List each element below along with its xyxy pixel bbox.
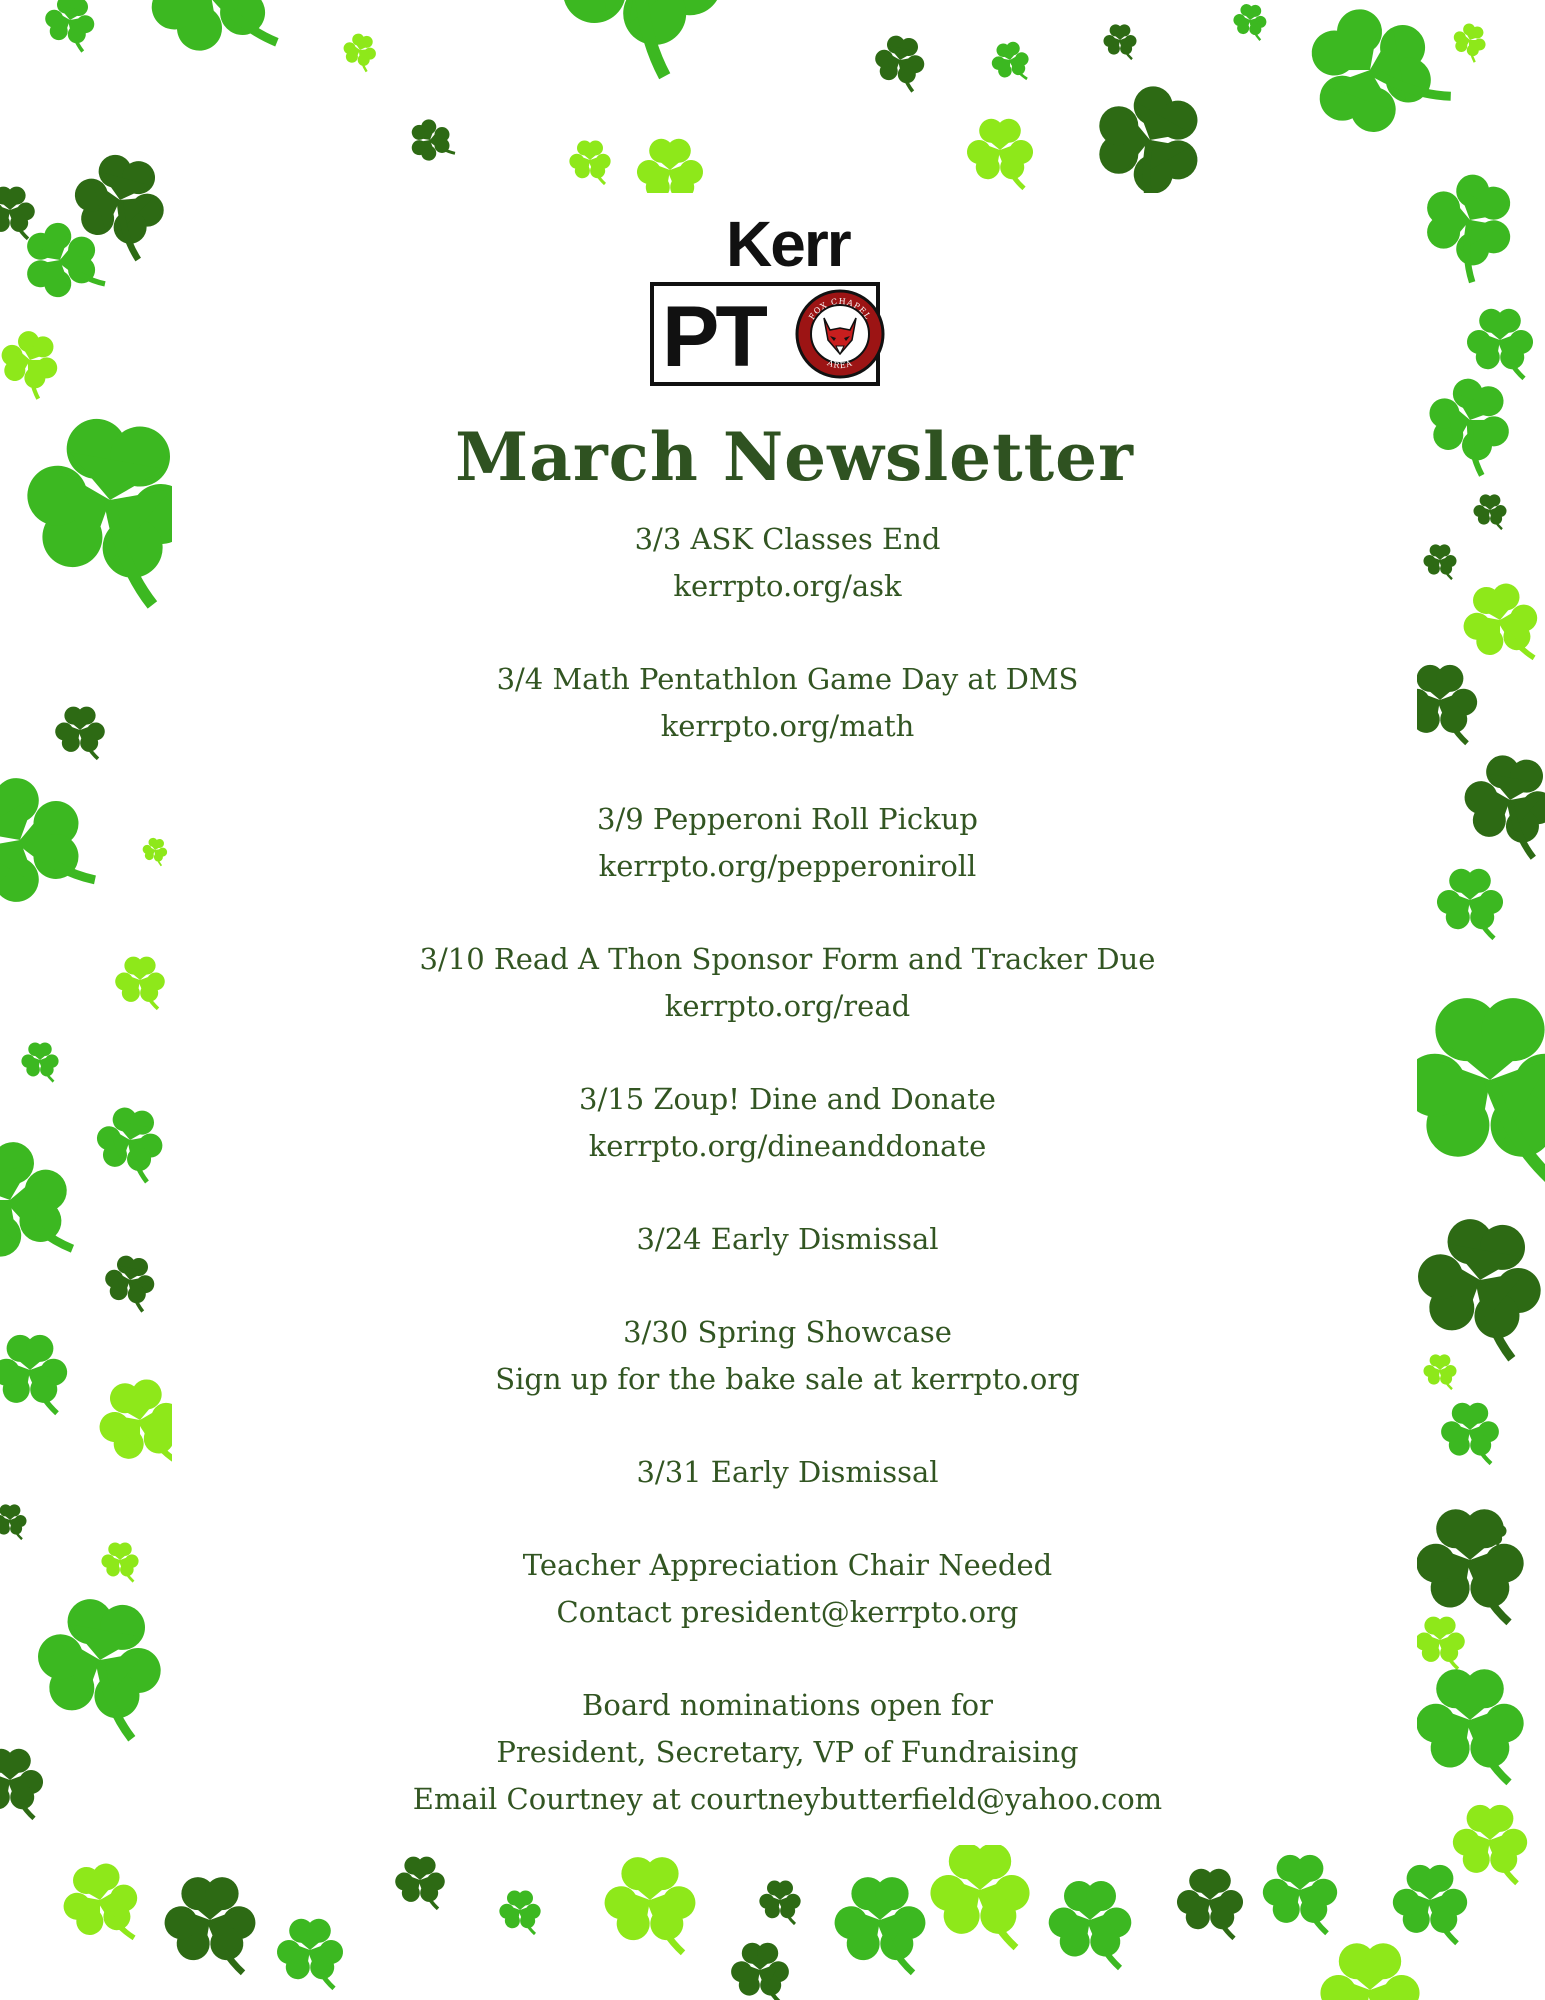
page-title: March Newsletter [455,418,1134,496]
shamrock-icon [86,1103,172,1185]
shamrock-icon [1421,1354,1458,1389]
event-detail: Sign up for the bake sale at kerrpto.org [495,1362,1080,1396]
shamrock-icon [400,111,462,172]
event-entry [300,1076,1275,1170]
shamrock-icon [497,1891,544,1935]
shamrock-icon [52,1858,149,1950]
event-heading: 3/4 Math Pentathlon Game Day at DMS [496,662,1079,696]
shamrock-icon [867,32,931,93]
shamrock-icon [273,1919,348,1989]
shamrock-icon [1043,1881,1137,1968]
shamrock-icon [0,1504,29,1539]
shamrock-icon [1471,494,1508,529]
shamrock-icon [1173,1869,1248,1939]
event-entry [300,656,1275,750]
shamrock-icon [52,707,108,759]
event-heading: 3/30 Spring Showcase [623,1315,952,1349]
shamrock-icon [0,323,70,403]
shamrock-icon [1388,1865,1472,1943]
event-heading: Board nominations open for [582,1688,993,1722]
event-detail: President, Secretary, VP of Fundraising [496,1735,1079,1769]
event-heading: 3/31 Early Dismissal [636,1455,939,1489]
shamrock-icon [0,1335,72,1413]
shamrock-icon [124,0,300,82]
badge-top-text: FOX CHAPEL [807,296,873,322]
event-detail: kerrpto.org/dineanddonate [588,1129,987,1163]
shamrock-icon [112,957,168,1009]
event-list [300,516,1275,1869]
event-entry [300,1542,1275,1636]
logo-kerr-text: Kerr [726,208,850,280]
event-entry [300,936,1275,1030]
shamrock-icon [1279,0,1470,170]
shamrock-icon [0,754,117,937]
event-detail: kerrpto.org/read [664,989,911,1023]
event-entry [300,1309,1275,1403]
shamrock-icon [1409,1669,1531,1782]
shamrock-icon [1450,749,1545,861]
shamrock-icon [1448,1805,1532,1883]
shamrock-icon [1101,24,1138,59]
event-detail: Contact president@kerrpto.org [556,1595,1019,1629]
event-detail: kerrpto.org/pepperoniroll [598,849,977,883]
logo-pt-text: PT [662,289,764,385]
shamrock-icon [599,1857,702,1953]
shamrock-icon [513,0,760,88]
event-heading: Teacher Appreciation Chair Needed [522,1548,1053,1582]
shamrock-icon [1433,869,1508,939]
event-entry [300,796,1275,890]
event-entry [300,1216,1275,1263]
event-detail: kerrpto.org/ask [673,569,902,603]
shamrock-icon [986,39,1034,85]
shamrock-icon [0,187,38,239]
event-entry [300,516,1275,610]
shamrock-icon [757,1881,804,1925]
shamrock-icon [727,1943,792,2000]
event-heading: 3/10 Read A Thon Sponsor Form and Tracker Due [419,942,1156,976]
shamrock-icon [1314,1943,1426,2000]
shamrock-icon [159,1877,262,1973]
shamrock-icon [1421,544,1458,579]
shamrock-icon [18,1590,179,1743]
shamrock-icon [99,1542,141,1581]
shamrock-icon [963,119,1038,189]
shamrock-icon [1463,309,1538,379]
shamrock-icon [37,0,101,53]
shamrock-icon [1410,367,1528,481]
event-entry [300,1682,1275,1823]
shamrock-icon [337,30,382,73]
shamrock-icon [1412,1617,1468,1669]
shamrock-icon [97,1252,161,1313]
shamrock-icon [139,836,171,867]
event-heading: 3/3 ASK Classes End [634,522,941,556]
shamrock-icon [1437,1403,1502,1464]
logo-box [650,282,880,386]
shamrock-icon [1446,19,1493,64]
shamrock-icon [1452,578,1545,670]
fox-badge-icon [794,288,886,380]
shamrock-icon [1398,1210,1545,1363]
shamrock-icon [829,1877,932,1973]
shamrock-icon [1409,1509,1531,1622]
badge-bottom-text: AREA [826,358,854,371]
event-entry [300,1449,1275,1496]
shamrock-icon [1399,157,1536,291]
kerr-pto-logo [648,208,888,392]
event-heading: 3/24 Early Dismissal [636,1222,939,1256]
event-heading: 3/15 Zoup! Dine and Donate [579,1082,996,1116]
shamrock-icon [19,1042,61,1081]
shamrock-icon [0,1749,47,1819]
shamrock-icon [1230,3,1270,41]
shamrock-icon [567,141,614,185]
event-detail: kerrpto.org/math [660,709,915,743]
shamrock-icon [0,1126,95,1285]
event-heading: 3/9 Pepperoni Roll Pickup [597,802,978,836]
event-detail: Email Courtney at courtneybutterfield@yahoo.com [412,1782,1163,1816]
